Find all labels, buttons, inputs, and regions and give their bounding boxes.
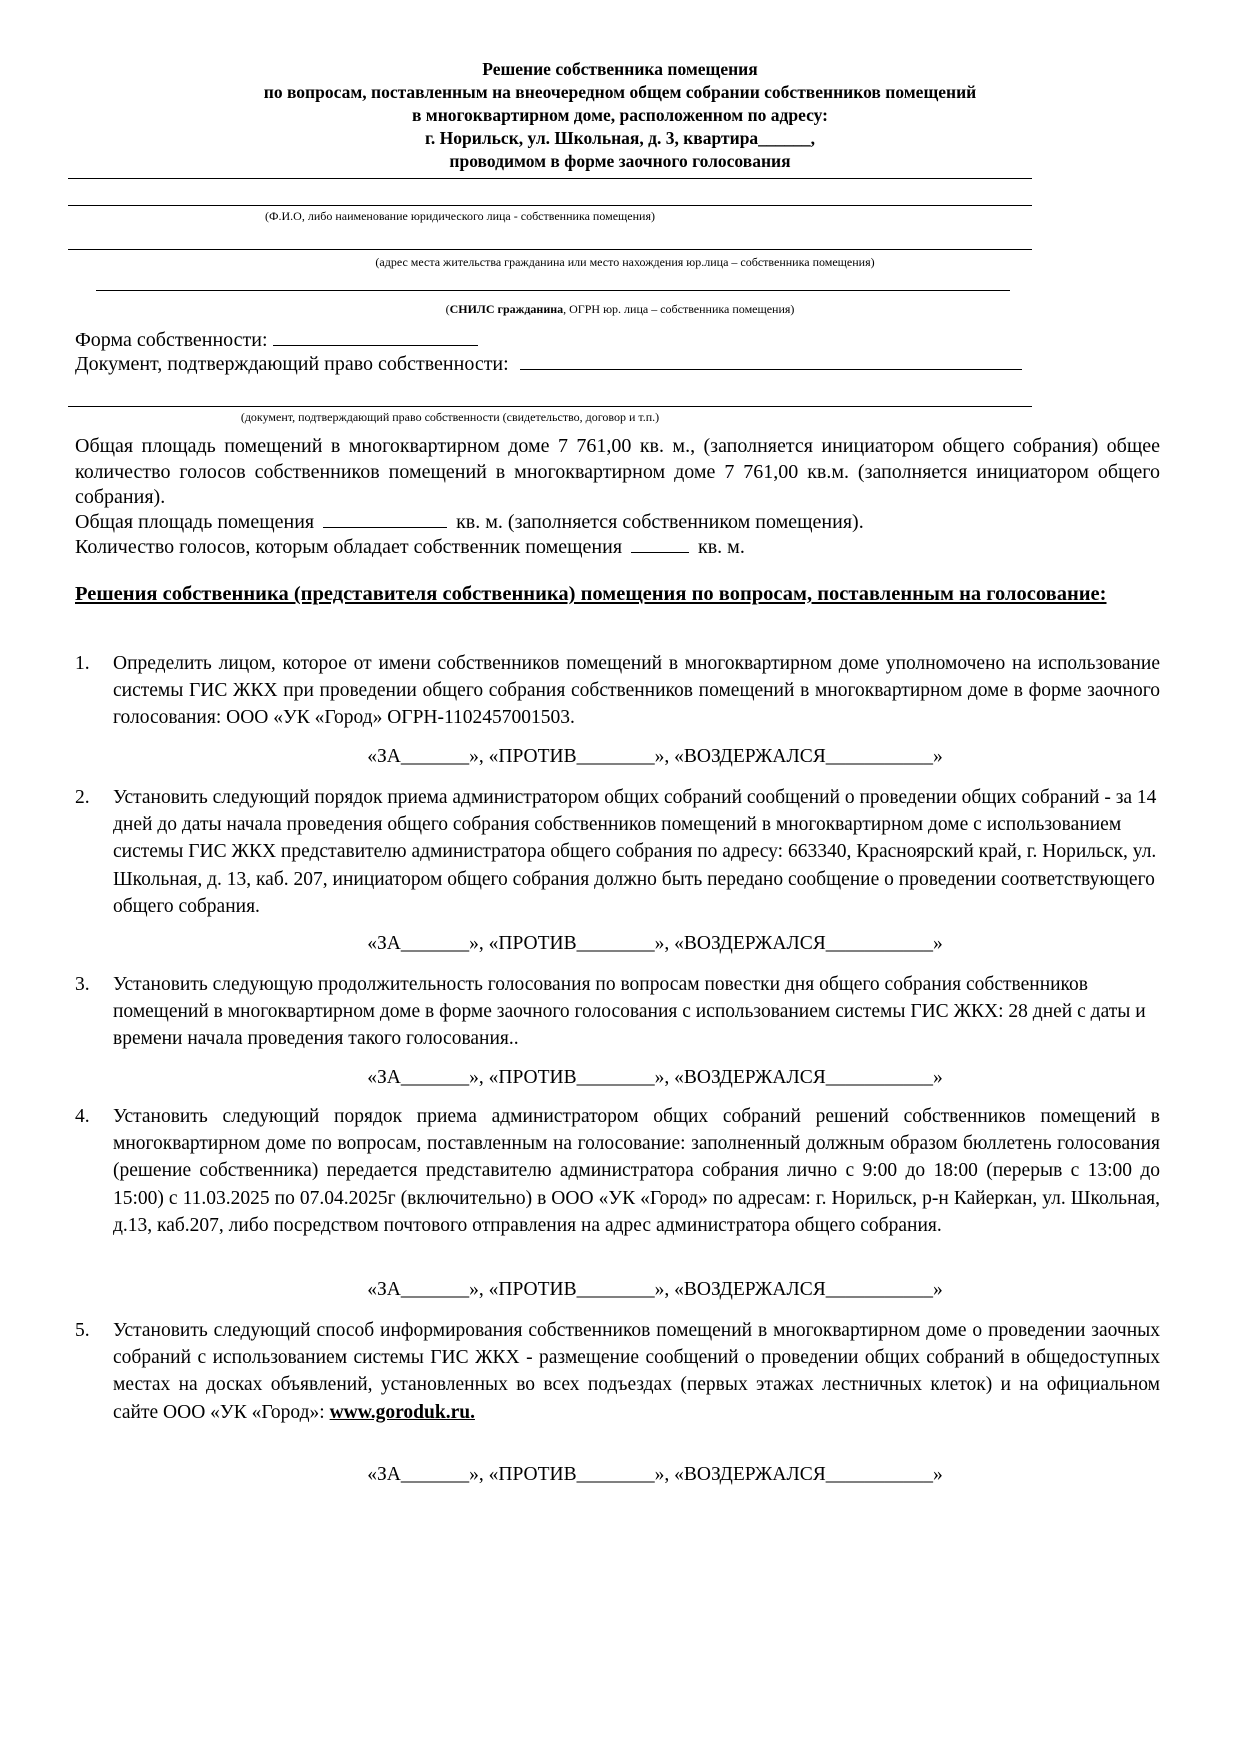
vote-line-1[interactable]: «ЗА_______», «ПРОТИВ________», «ВОЗДЕРЖАЛСЯ___________» xyxy=(367,746,943,767)
item-text: Установить следующий порядок приема администратором общих собраний решений собственников помещений в многоквартирном доме по вопросам, поставленным на голосование: заполненный должным образом бюллетень голосования (решение собственника) передается представителю администратора собрания лично с 9:00 до 18:00 (перерыв с 13:00 до 15:00) с 11.03.2025 по 07.04.2025г (включительно) в ООО «УК «Город» по адресам: г. Норильск, р-н Кайеркан, ул. Школьная, д.13, каб.207, либо посредством почтового отправления на адрес администратора общего собрания. xyxy=(113,1106,1160,1236)
title-line: г. Норильск, ул. Школьная, д. 3, квартира______, xyxy=(424,128,816,148)
votes-count-input[interactable] xyxy=(631,536,689,553)
title-line: по вопросам, поставленным на внеочередном общем собрании собственников помещений xyxy=(263,82,977,102)
votes-count-field xyxy=(75,535,745,560)
votes-count-suffix: кв. м. xyxy=(698,536,745,558)
ownership-document-field xyxy=(75,352,1022,377)
item-text xyxy=(113,1317,1160,1426)
address-caption: (адрес места жительства гражданина или место нахождения юр.лица – собственника помещения) xyxy=(375,255,875,269)
caption-text: ( xyxy=(445,302,450,316)
snils-line[interactable] xyxy=(96,290,1010,291)
vote-line-5[interactable]: «ЗА_______», «ПРОТИВ________», «ВОЗДЕРЖАЛСЯ___________» xyxy=(367,1464,943,1485)
premise-area-suffix: кв. м. (заполняется собственником помещения). xyxy=(456,511,864,533)
item-text: Определить лицом, которое от имени собственников помещений в многоквартирном доме уполномочено на использование системы ГИС ЖКХ при проведении общего собрания собственников помещений в многоквартирном доме в форме заочного голосования: ООО «УК «Город» ОГРН-1102457001503. xyxy=(113,653,1160,729)
snils-caption xyxy=(68,302,1032,316)
premise-area-field xyxy=(75,510,864,535)
ownership-form-input[interactable] xyxy=(273,329,478,346)
item-number: 1. xyxy=(75,653,90,674)
premise-area-label: Общая площадь помещения xyxy=(75,511,315,533)
total-area-paragraph: Общая площадь помещений в многоквартирном доме 7 761,00 кв. м., (заполняется инициатором общего собрания) общее количество голосов собственников помещений в многоквартирном доме 7 761,00 кв.м. (заполняется инициатором общего собрания). xyxy=(75,435,1160,508)
vote-line-4[interactable]: «ЗА_______», «ПРОТИВ________», «ВОЗДЕРЖАЛСЯ___________» xyxy=(367,1279,943,1300)
ownership-form-field xyxy=(75,328,478,353)
premise-area-input[interactable] xyxy=(323,511,447,528)
owner-name-caption: (Ф.И.О, либо наименование юридического лица - собственника помещения) xyxy=(265,209,655,223)
agenda-item-4 xyxy=(75,1103,1160,1239)
caption-text: , ОГРН юр. лица – собственника помещения) xyxy=(563,302,795,316)
agenda-item-2 xyxy=(75,784,1160,920)
document-title xyxy=(0,58,1240,173)
item-text-body: Установить следующий способ информирования собственников помещений в многоквартирном доме о проведении заочных собраний с использованием системы ГИС ЖКХ - размещение сообщений о проведении общих собраний в общедоступных местах на досках объявлений, установленных во всех подъездах (первых этажах лестничных клеток) и на официальном сайте ООО «УК «Город»: xyxy=(113,1320,1160,1423)
title-line: Решение собственника помещения xyxy=(482,59,758,79)
title-line: проводимом в форме заочного голосования xyxy=(449,151,791,171)
vote-line-3[interactable]: «ЗА_______», «ПРОТИВ________», «ВОЗДЕРЖАЛСЯ___________» xyxy=(367,1067,943,1088)
item-text: Установить следующий порядок приема администратором общих собраний сообщений о проведении общих собраний - за 14 дней до даты начала проведения общего собрания собственников помещений в многоквартирном доме с использованием системы ГИС ЖКХ представителю администратора общего собрания по адресу: 663340, Красноярский край, г. Норильск, ул. Школьная, д. 13, каб. 207, инициатором общего собрания должно быть передано сообщение о проведении соответствующего общего собрания. xyxy=(113,787,1157,917)
item-text: Установить следующую продолжительность голосования по вопросам повестки дня общего собрания собственников помещений в многоквартирном доме в форме заочного голосования с использованием системы ГИС ЖКХ: 28 дней с даты и времени начала проведения такого голосования.. xyxy=(113,974,1146,1050)
item-number: 4. xyxy=(75,1106,90,1127)
ownership-document-input[interactable] xyxy=(520,353,1022,370)
agenda-item-3 xyxy=(75,971,1160,1053)
ownership-form-label: Форма собственности: xyxy=(75,329,268,351)
owner-name-line[interactable] xyxy=(68,205,1032,206)
decisions-heading: Решения собственника (представителя собственника) помещения по вопросам, поставленным на голосование: xyxy=(75,583,1107,605)
ownership-document-label: Документ, подтверждающий право собственности: xyxy=(75,353,509,375)
item-number: 5. xyxy=(75,1320,90,1341)
caption-bold: СНИЛС гражданина xyxy=(449,302,564,316)
vote-line-2[interactable]: «ЗА_______», «ПРОТИВ________», «ВОЗДЕРЖАЛСЯ___________» xyxy=(367,933,943,954)
title-line: в многоквартирном доме, расположенном по адресу: xyxy=(411,105,829,125)
document-caption: (документ, подтверждающий право собственности (свидетельство, договор и т.п.) xyxy=(240,410,660,424)
website-link[interactable]: www.goroduk.ru. xyxy=(329,1401,475,1423)
votes-count-label: Количество голосов, которым обладает собственник помещения xyxy=(75,536,623,558)
agenda-item-5 xyxy=(75,1317,1160,1426)
item-number: 2. xyxy=(75,787,90,808)
agenda-item-1 xyxy=(75,650,1160,732)
blank-line xyxy=(68,178,1032,179)
address-line[interactable] xyxy=(68,249,1032,250)
document-line[interactable] xyxy=(68,406,1032,407)
item-number: 3. xyxy=(75,974,90,995)
